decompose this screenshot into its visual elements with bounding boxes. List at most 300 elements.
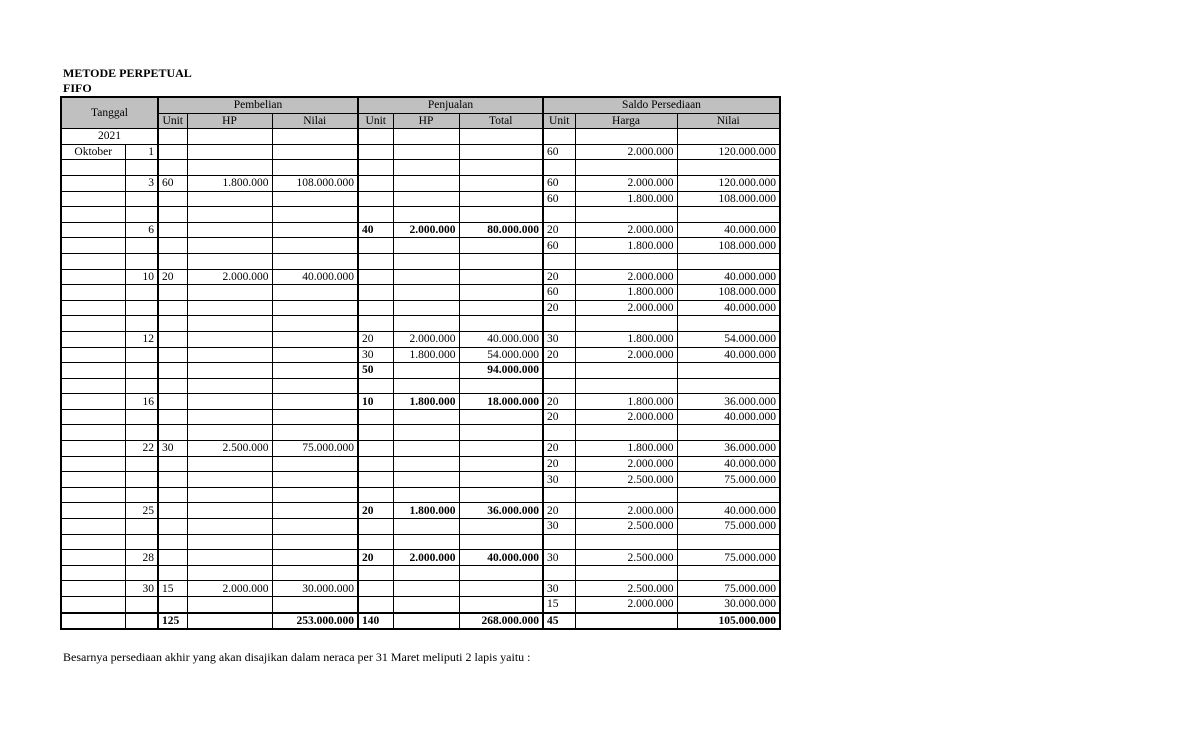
beli-hp-cell [187, 534, 272, 550]
month-cell [61, 238, 125, 254]
saldo-nilai-cell [677, 425, 780, 441]
saldo-nilai-cell: 120.000.000 [677, 175, 780, 191]
beli-nilai-cell [272, 409, 358, 425]
saldo-nilai-cell: 108.000.000 [677, 191, 780, 207]
saldo-harga-cell: 1.800.000 [575, 285, 677, 301]
saldo-nilai-cell: 40.000.000 [677, 222, 780, 238]
saldo-harga-cell: 2.500.000 [575, 581, 677, 597]
beli-hp-cell [187, 285, 272, 301]
beli-hp-cell [187, 238, 272, 254]
month-cell [61, 378, 125, 394]
saldo-harga-cell: 2.000.000 [575, 175, 677, 191]
jual-hp-cell [393, 519, 459, 535]
saldo-nilai-cell: 75.000.000 [677, 472, 780, 488]
saldo-nilai-cell [677, 160, 780, 176]
beli-hp-cell [187, 207, 272, 223]
saldo-nilai-cell [677, 534, 780, 550]
header-unit: Unit [158, 113, 187, 129]
month-cell [61, 269, 125, 285]
saldo-unit-cell: 20 [543, 269, 575, 285]
saldo-harga-cell [575, 363, 677, 379]
jual-total-cell [459, 269, 543, 285]
year-row [61, 129, 780, 145]
jual-total-cell [459, 144, 543, 160]
beli-nilai-cell [272, 222, 358, 238]
fifo-ledger-table [60, 96, 781, 630]
jual-unit-cell: 10 [358, 394, 393, 410]
jual-hp-cell [393, 456, 459, 472]
beli-nilai-cell [272, 503, 358, 519]
saldo-unit-cell [543, 487, 575, 503]
saldo-harga-cell: 2.000.000 [575, 222, 677, 238]
total-jual-unit-cell: 140 [358, 613, 393, 630]
beli-hp-cell [187, 487, 272, 503]
saldo-harga-cell: 2.000.000 [575, 597, 677, 613]
total-jual-total-cell: 268.000.000 [459, 613, 543, 630]
saldo-unit-cell: 20 [543, 394, 575, 410]
jual-total-cell [459, 519, 543, 535]
month-cell [61, 331, 125, 347]
month-cell [61, 550, 125, 566]
table-row [61, 238, 780, 254]
month-cell [61, 565, 125, 581]
beli-hp-cell [187, 456, 272, 472]
month-cell [61, 160, 125, 176]
month-cell [61, 285, 125, 301]
beli-unit-cell [158, 253, 187, 269]
table-row [61, 253, 780, 269]
beli-hp-cell [187, 503, 272, 519]
jual-total-cell [459, 472, 543, 488]
day-cell [125, 597, 158, 613]
saldo-unit-cell: 15 [543, 597, 575, 613]
saldo-harga-cell [575, 160, 677, 176]
month-cell [61, 175, 125, 191]
jual-hp-cell: 2.000.000 [393, 222, 459, 238]
saldo-harga-cell [575, 565, 677, 581]
table-row [61, 487, 780, 503]
saldo-nilai-cell [677, 378, 780, 394]
jual-hp-cell [393, 175, 459, 191]
day-cell [125, 238, 158, 254]
beli-unit-cell [158, 238, 187, 254]
beli-nilai-cell [272, 472, 358, 488]
jual-unit-cell [358, 207, 393, 223]
saldo-nilai-cell: 30.000.000 [677, 597, 780, 613]
day-cell [125, 378, 158, 394]
day-cell: 1 [125, 144, 158, 160]
jual-total-cell: 18.000.000 [459, 394, 543, 410]
beli-nilai-cell [272, 550, 358, 566]
jual-hp-cell [393, 269, 459, 285]
saldo-unit-cell [543, 425, 575, 441]
saldo-harga-cell: 2.000.000 [575, 144, 677, 160]
beli-nilai-cell [272, 456, 358, 472]
day-cell: 3 [125, 175, 158, 191]
header-hp: HP [393, 113, 459, 129]
day-cell: 12 [125, 331, 158, 347]
footer-note: Besarnya persediaan akhir yang akan disajikan dalam neraca per 31 Maret meliputi 2 lapis yaitu : [63, 650, 531, 664]
saldo-nilai-cell [677, 207, 780, 223]
table-row [61, 207, 780, 223]
beli-nilai-cell [272, 160, 358, 176]
day-cell: 16 [125, 394, 158, 410]
jual-total-cell [459, 487, 543, 503]
jual-unit-cell [358, 425, 393, 441]
saldo-harga-cell: 2.000.000 [575, 409, 677, 425]
day-cell: 22 [125, 441, 158, 457]
header-total: Total [459, 113, 543, 129]
saldo-harga-cell: 2.000.000 [575, 300, 677, 316]
table-row [61, 441, 780, 457]
jual-unit-cell [358, 519, 393, 535]
saldo-nilai-cell: 120.000.000 [677, 144, 780, 160]
saldo-unit-cell: 30 [543, 550, 575, 566]
day-cell [125, 519, 158, 535]
saldo-unit-cell: 30 [543, 331, 575, 347]
table-row [61, 503, 780, 519]
header-nilai: Nilai [677, 113, 780, 129]
beli-hp-cell [187, 597, 272, 613]
beli-hp-cell [187, 409, 272, 425]
jual-total-cell [459, 456, 543, 472]
day-cell [125, 565, 158, 581]
saldo-harga-cell: 1.800.000 [575, 394, 677, 410]
beli-hp-cell [187, 347, 272, 363]
saldo-unit-cell [543, 565, 575, 581]
jual-hp-cell [393, 300, 459, 316]
beli-unit-cell [158, 409, 187, 425]
beli-unit-cell [158, 316, 187, 332]
jual-hp-cell [393, 534, 459, 550]
day-cell [125, 160, 158, 176]
jual-unit-cell [358, 472, 393, 488]
saldo-unit-cell: 20 [543, 503, 575, 519]
jual-total-cell: 40.000.000 [459, 331, 543, 347]
table-row [61, 144, 780, 160]
jual-unit-cell: 30 [358, 347, 393, 363]
table-row [61, 378, 780, 394]
saldo-unit-cell: 60 [543, 191, 575, 207]
month-cell [61, 519, 125, 535]
beli-unit-cell [158, 160, 187, 176]
saldo-unit-cell: 30 [543, 472, 575, 488]
saldo-unit-cell: 60 [543, 285, 575, 301]
beli-nilai-cell [272, 425, 358, 441]
total-saldo-harga-cell [575, 613, 677, 630]
jual-total-cell [459, 534, 543, 550]
month-cell [61, 441, 125, 457]
jual-hp-cell [393, 285, 459, 301]
month-cell [61, 363, 125, 379]
month-cell [61, 207, 125, 223]
beli-nilai-cell [272, 238, 358, 254]
total-saldo-nilai-cell: 105.000.000 [677, 613, 780, 630]
saldo-nilai-cell: 108.000.000 [677, 285, 780, 301]
total-day-cell [125, 613, 158, 630]
saldo-harga-cell: 2.000.000 [575, 503, 677, 519]
saldo-nilai-cell: 108.000.000 [677, 238, 780, 254]
jual-total-cell [459, 409, 543, 425]
jual-hp-cell [393, 316, 459, 332]
beli-hp-cell [187, 472, 272, 488]
saldo-unit-cell [543, 253, 575, 269]
jual-unit-cell [358, 300, 393, 316]
saldo-unit-cell [543, 534, 575, 550]
beli-nilai-cell: 75.000.000 [272, 441, 358, 457]
beli-nilai-cell [272, 363, 358, 379]
jual-total-cell [459, 191, 543, 207]
saldo-harga-cell: 1.800.000 [575, 238, 677, 254]
jual-hp-cell [393, 441, 459, 457]
table-row [61, 597, 780, 613]
month-cell [61, 316, 125, 332]
beli-nilai-cell [272, 347, 358, 363]
day-cell [125, 472, 158, 488]
beli-unit-cell [158, 565, 187, 581]
jual-unit-cell [358, 191, 393, 207]
day-cell [125, 409, 158, 425]
jual-unit-cell [358, 238, 393, 254]
beli-nilai-cell: 108.000.000 [272, 175, 358, 191]
beli-unit-cell [158, 207, 187, 223]
saldo-harga-cell: 2.500.000 [575, 519, 677, 535]
month-cell: Oktober [61, 144, 125, 160]
table-row [61, 191, 780, 207]
jual-hp-cell [393, 425, 459, 441]
month-cell [61, 456, 125, 472]
beli-hp-cell [187, 565, 272, 581]
saldo-nilai-cell: 75.000.000 [677, 581, 780, 597]
saldo-unit-cell: 20 [543, 441, 575, 457]
jual-total-cell [459, 175, 543, 191]
month-cell [61, 472, 125, 488]
saldo-harga-cell [575, 425, 677, 441]
table-row [61, 160, 780, 176]
beli-unit-cell [158, 144, 187, 160]
beli-unit-cell [158, 285, 187, 301]
beli-unit-cell [158, 550, 187, 566]
beli-nilai-cell [272, 253, 358, 269]
day-cell [125, 534, 158, 550]
saldo-harga-cell [575, 534, 677, 550]
beli-unit-cell [158, 472, 187, 488]
saldo-unit-cell: 20 [543, 456, 575, 472]
jual-total-cell: 80.000.000 [459, 222, 543, 238]
jual-total-cell [459, 581, 543, 597]
jual-hp-cell: 1.800.000 [393, 503, 459, 519]
jual-unit-cell [358, 378, 393, 394]
saldo-harga-cell: 2.500.000 [575, 550, 677, 566]
saldo-harga-cell [575, 207, 677, 223]
saldo-harga-cell [575, 378, 677, 394]
jual-unit-cell [358, 456, 393, 472]
jual-hp-cell: 2.000.000 [393, 331, 459, 347]
saldo-nilai-cell [677, 565, 780, 581]
year-cell: 2021 [61, 129, 158, 145]
table-row [61, 394, 780, 410]
saldo-nilai-cell [677, 253, 780, 269]
header-saldo-persediaan: Saldo Persediaan [543, 97, 780, 113]
table-row [61, 472, 780, 488]
saldo-unit-cell [543, 363, 575, 379]
beli-unit-cell [158, 331, 187, 347]
jual-total-cell [459, 441, 543, 457]
table-row [61, 425, 780, 441]
jual-unit-cell: 20 [358, 503, 393, 519]
beli-nilai-cell [272, 378, 358, 394]
beli-hp-cell: 1.800.000 [187, 175, 272, 191]
beli-hp-cell [187, 378, 272, 394]
jual-hp-cell: 2.000.000 [393, 550, 459, 566]
total-beli-nilai-cell: 253.000.000 [272, 613, 358, 630]
saldo-nilai-cell: 75.000.000 [677, 550, 780, 566]
beli-nilai-cell [272, 519, 358, 535]
jual-hp-cell [393, 565, 459, 581]
day-cell [125, 300, 158, 316]
day-cell [125, 191, 158, 207]
jual-unit-cell [358, 285, 393, 301]
jual-hp-cell [393, 238, 459, 254]
jual-hp-cell [393, 207, 459, 223]
saldo-nilai-cell: 36.000.000 [677, 394, 780, 410]
saldo-harga-cell: 2.000.000 [575, 269, 677, 285]
beli-nilai-cell: 40.000.000 [272, 269, 358, 285]
saldo-nilai-cell: 40.000.000 [677, 300, 780, 316]
beli-unit-cell [158, 191, 187, 207]
beli-nilai-cell [272, 300, 358, 316]
beli-hp-cell [187, 519, 272, 535]
beli-nilai-cell: 30.000.000 [272, 581, 358, 597]
jual-total-cell: 36.000.000 [459, 503, 543, 519]
jual-hp-cell [393, 363, 459, 379]
saldo-nilai-cell: 36.000.000 [677, 441, 780, 457]
jual-total-cell [459, 565, 543, 581]
jual-unit-cell [358, 534, 393, 550]
saldo-nilai-cell: 40.000.000 [677, 503, 780, 519]
saldo-nilai-cell [677, 363, 780, 379]
saldo-nilai-cell [677, 487, 780, 503]
beli-hp-cell [187, 425, 272, 441]
beli-hp-cell [187, 331, 272, 347]
saldo-nilai-cell: 75.000.000 [677, 519, 780, 535]
day-cell: 30 [125, 581, 158, 597]
jual-total-cell [459, 425, 543, 441]
saldo-unit-cell: 60 [543, 144, 575, 160]
beli-unit-cell: 15 [158, 581, 187, 597]
saldo-unit-cell: 30 [543, 581, 575, 597]
saldo-unit-cell: 20 [543, 222, 575, 238]
month-cell [61, 300, 125, 316]
saldo-harga-cell: 1.800.000 [575, 331, 677, 347]
day-cell [125, 285, 158, 301]
day-cell [125, 207, 158, 223]
beli-unit-cell [158, 534, 187, 550]
saldo-harga-cell: 1.800.000 [575, 191, 677, 207]
saldo-nilai-cell: 40.000.000 [677, 347, 780, 363]
table-row [61, 519, 780, 535]
saldo-nilai-cell: 40.000.000 [677, 409, 780, 425]
beli-unit-cell [158, 503, 187, 519]
saldo-harga-cell: 1.800.000 [575, 441, 677, 457]
saldo-nilai-cell: 40.000.000 [677, 456, 780, 472]
total-beli-unit-cell: 125 [158, 613, 187, 630]
beli-hp-cell: 2.500.000 [187, 441, 272, 457]
method-subtitle: FIFO [63, 81, 92, 95]
table-row [61, 534, 780, 550]
header-hp: HP [187, 113, 272, 129]
beli-hp-cell [187, 363, 272, 379]
month-cell [61, 425, 125, 441]
saldo-unit-cell: 60 [543, 175, 575, 191]
saldo-unit-cell [543, 160, 575, 176]
header-nilai: Nilai [272, 113, 358, 129]
header-unit: Unit [358, 113, 393, 129]
saldo-nilai-cell [677, 316, 780, 332]
total-beli-hp-cell [187, 613, 272, 630]
beli-nilai-cell [272, 285, 358, 301]
table-row [61, 316, 780, 332]
header-penjualan: Penjualan [358, 97, 543, 113]
jual-total-cell: 54.000.000 [459, 347, 543, 363]
saldo-harga-cell [575, 316, 677, 332]
jual-hp-cell [393, 581, 459, 597]
jual-hp-cell: 1.800.000 [393, 394, 459, 410]
beli-hp-cell [187, 222, 272, 238]
day-cell [125, 347, 158, 363]
day-cell: 6 [125, 222, 158, 238]
header-harga: Harga [575, 113, 677, 129]
jual-total-cell [459, 238, 543, 254]
jual-total-cell [459, 160, 543, 176]
beli-unit-cell [158, 378, 187, 394]
jual-unit-cell: 20 [358, 550, 393, 566]
page-title: METODE PERPETUAL [63, 66, 192, 80]
jual-total-cell [459, 207, 543, 223]
saldo-nilai-cell: 40.000.000 [677, 269, 780, 285]
beli-unit-cell [158, 300, 187, 316]
month-cell [61, 581, 125, 597]
day-cell [125, 253, 158, 269]
month-cell [61, 253, 125, 269]
beli-unit-cell [158, 597, 187, 613]
header-unit: Unit [543, 113, 575, 129]
jual-total-cell [459, 300, 543, 316]
jual-total-cell [459, 378, 543, 394]
day-cell [125, 456, 158, 472]
table-row [61, 222, 780, 238]
table-row [61, 565, 780, 581]
beli-hp-cell [187, 550, 272, 566]
jual-hp-cell [393, 472, 459, 488]
jual-unit-cell [358, 441, 393, 457]
beli-unit-cell [158, 363, 187, 379]
table-row [61, 581, 780, 597]
jual-unit-cell [358, 269, 393, 285]
header-pembelian: Pembelian [158, 97, 358, 113]
saldo-nilai-cell: 54.000.000 [677, 331, 780, 347]
month-cell [61, 409, 125, 425]
beli-hp-cell: 2.000.000 [187, 269, 272, 285]
saldo-harga-cell [575, 487, 677, 503]
jual-unit-cell: 20 [358, 331, 393, 347]
jual-unit-cell [358, 316, 393, 332]
total-saldo-unit-cell: 45 [543, 613, 575, 630]
jual-total-cell [459, 597, 543, 613]
month-cell [61, 534, 125, 550]
beli-unit-cell [158, 347, 187, 363]
jual-total-cell: 40.000.000 [459, 550, 543, 566]
